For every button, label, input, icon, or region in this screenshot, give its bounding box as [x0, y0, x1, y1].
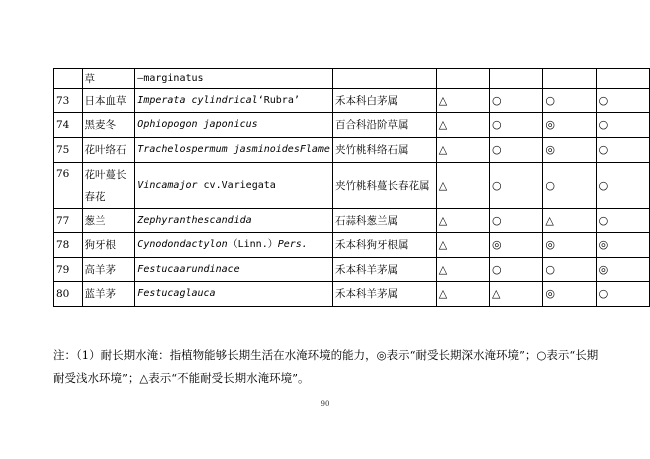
tolerance-cell: ◎ — [543, 113, 596, 138]
tolerance-cell: ○ — [596, 282, 649, 307]
row-number: 80 — [54, 282, 83, 307]
tolerance-cell — [436, 69, 489, 89]
chinese-name-line: 花叶蔓长 — [84, 168, 127, 181]
family-genus — [332, 69, 436, 89]
page-number: 90 — [320, 400, 330, 408]
latin-name: Zephyranthescandida — [135, 209, 333, 233]
row-number: 75 — [54, 138, 83, 163]
latin-name: Imperata cylindrical‘Rubra’ — [135, 89, 333, 113]
table-row — [54, 138, 650, 163]
tolerance-cell: ◎ — [596, 233, 649, 258]
tolerance-cell: ○ — [596, 138, 649, 163]
tolerance-cell: ○ — [543, 89, 596, 113]
row-number: 76 — [54, 163, 83, 209]
table-row — [54, 209, 650, 233]
tolerance-cell: ○ — [490, 258, 543, 282]
tolerance-cell: ◎ — [543, 138, 596, 163]
tolerance-cell: △ — [436, 209, 489, 233]
tolerance-cell: ◎ — [490, 233, 543, 258]
latin-name: Trachelospermum jasminoidesFlame — [135, 138, 333, 163]
chinese-name — [82, 163, 135, 209]
row-number: 73 — [54, 89, 83, 113]
table-row — [54, 89, 650, 113]
table-row — [54, 258, 650, 282]
family-genus: 百合科沿阶草属 — [332, 113, 436, 138]
tolerance-cell: ○ — [490, 89, 543, 113]
chinese-name: 花叶络石 — [82, 138, 135, 163]
family-genus: 夹竹桃科蔓长春花属 — [332, 163, 436, 209]
table-row — [54, 113, 650, 138]
tolerance-cell: ○ — [490, 113, 543, 138]
tolerance-cell: △ — [436, 233, 489, 258]
table-row — [54, 282, 650, 307]
tolerance-cell: △ — [436, 138, 489, 163]
family-genus: 禾本科白茅属 — [332, 89, 436, 113]
tolerance-cell — [596, 69, 649, 89]
tolerance-cell: △ — [436, 113, 489, 138]
chinese-name: 高羊茅 — [82, 258, 135, 282]
tolerance-cell: △ — [436, 282, 489, 307]
tolerance-cell: ○ — [596, 89, 649, 113]
tolerance-cell — [490, 69, 543, 89]
table-row — [54, 69, 650, 89]
tolerance-cell: △ — [436, 163, 489, 209]
row-number: 74 — [54, 113, 83, 138]
family-genus: 禾本科羊茅属 — [332, 258, 436, 282]
family-genus: 夹竹桃科络石属 — [332, 138, 436, 163]
family-genus: 禾本科狗牙根属 — [332, 233, 436, 258]
footnote-line: 耐受浅水环境”；△表示“不能耐受长期水淹环境”。 — [53, 371, 310, 385]
latin-name: Ophiopogon japonicus — [135, 113, 333, 138]
tolerance-cell — [543, 69, 596, 89]
tolerance-cell: ○ — [490, 163, 543, 209]
table-row — [54, 233, 650, 258]
tolerance-cell: △ — [490, 282, 543, 307]
latin-name: Cynodondactylon（Linn.）Pers. — [135, 233, 333, 258]
row-number — [54, 69, 83, 89]
tolerance-cell: ○ — [596, 209, 649, 233]
tolerance-cell: ○ — [596, 163, 649, 209]
row-number: 77 — [54, 209, 83, 233]
tolerance-cell: ○ — [490, 138, 543, 163]
tolerance-cell: △ — [543, 209, 596, 233]
family-genus: 禾本科羊茅属 — [332, 282, 436, 307]
tolerance-cell: ○ — [543, 163, 596, 209]
chinese-name: 狗牙根 — [82, 233, 135, 258]
family-genus: 石蒜科葱兰属 — [332, 209, 436, 233]
chinese-name: 黑麦冬 — [82, 113, 135, 138]
latin-name: —marginatus — [135, 69, 333, 89]
row-number: 78 — [54, 233, 83, 258]
tolerance-cell: ○ — [596, 113, 649, 138]
table-footnote — [53, 344, 613, 390]
tolerance-cell: ◎ — [543, 282, 596, 307]
tolerance-cell: △ — [436, 258, 489, 282]
chinese-name: 草 — [82, 69, 135, 89]
tolerance-cell: △ — [436, 89, 489, 113]
latin-name: Festucaglauca — [135, 282, 333, 307]
tolerance-cell: ◎ — [596, 258, 649, 282]
chinese-name-line: 春花 — [84, 190, 106, 203]
row-number: 79 — [54, 258, 83, 282]
chinese-name: 蓝羊茅 — [82, 282, 135, 307]
latin-name: Vincamajor cv.Variegata — [135, 163, 333, 209]
tolerance-cell: ◎ — [543, 233, 596, 258]
tolerance-cell: ○ — [543, 258, 596, 282]
latin-name: Festucaarundinace — [135, 258, 333, 282]
plant-table — [53, 68, 650, 307]
chinese-name: 日本血草 — [82, 89, 135, 113]
tolerance-cell: ○ — [490, 209, 543, 233]
chinese-name: 葱兰 — [82, 209, 135, 233]
table-row — [54, 163, 650, 209]
footnote-line: 注：（1）耐长期水淹：指植物能够长期生活在水淹环境的能力，◎表示“耐受长期深水淹环境”；○表示“长期 — [53, 348, 599, 362]
